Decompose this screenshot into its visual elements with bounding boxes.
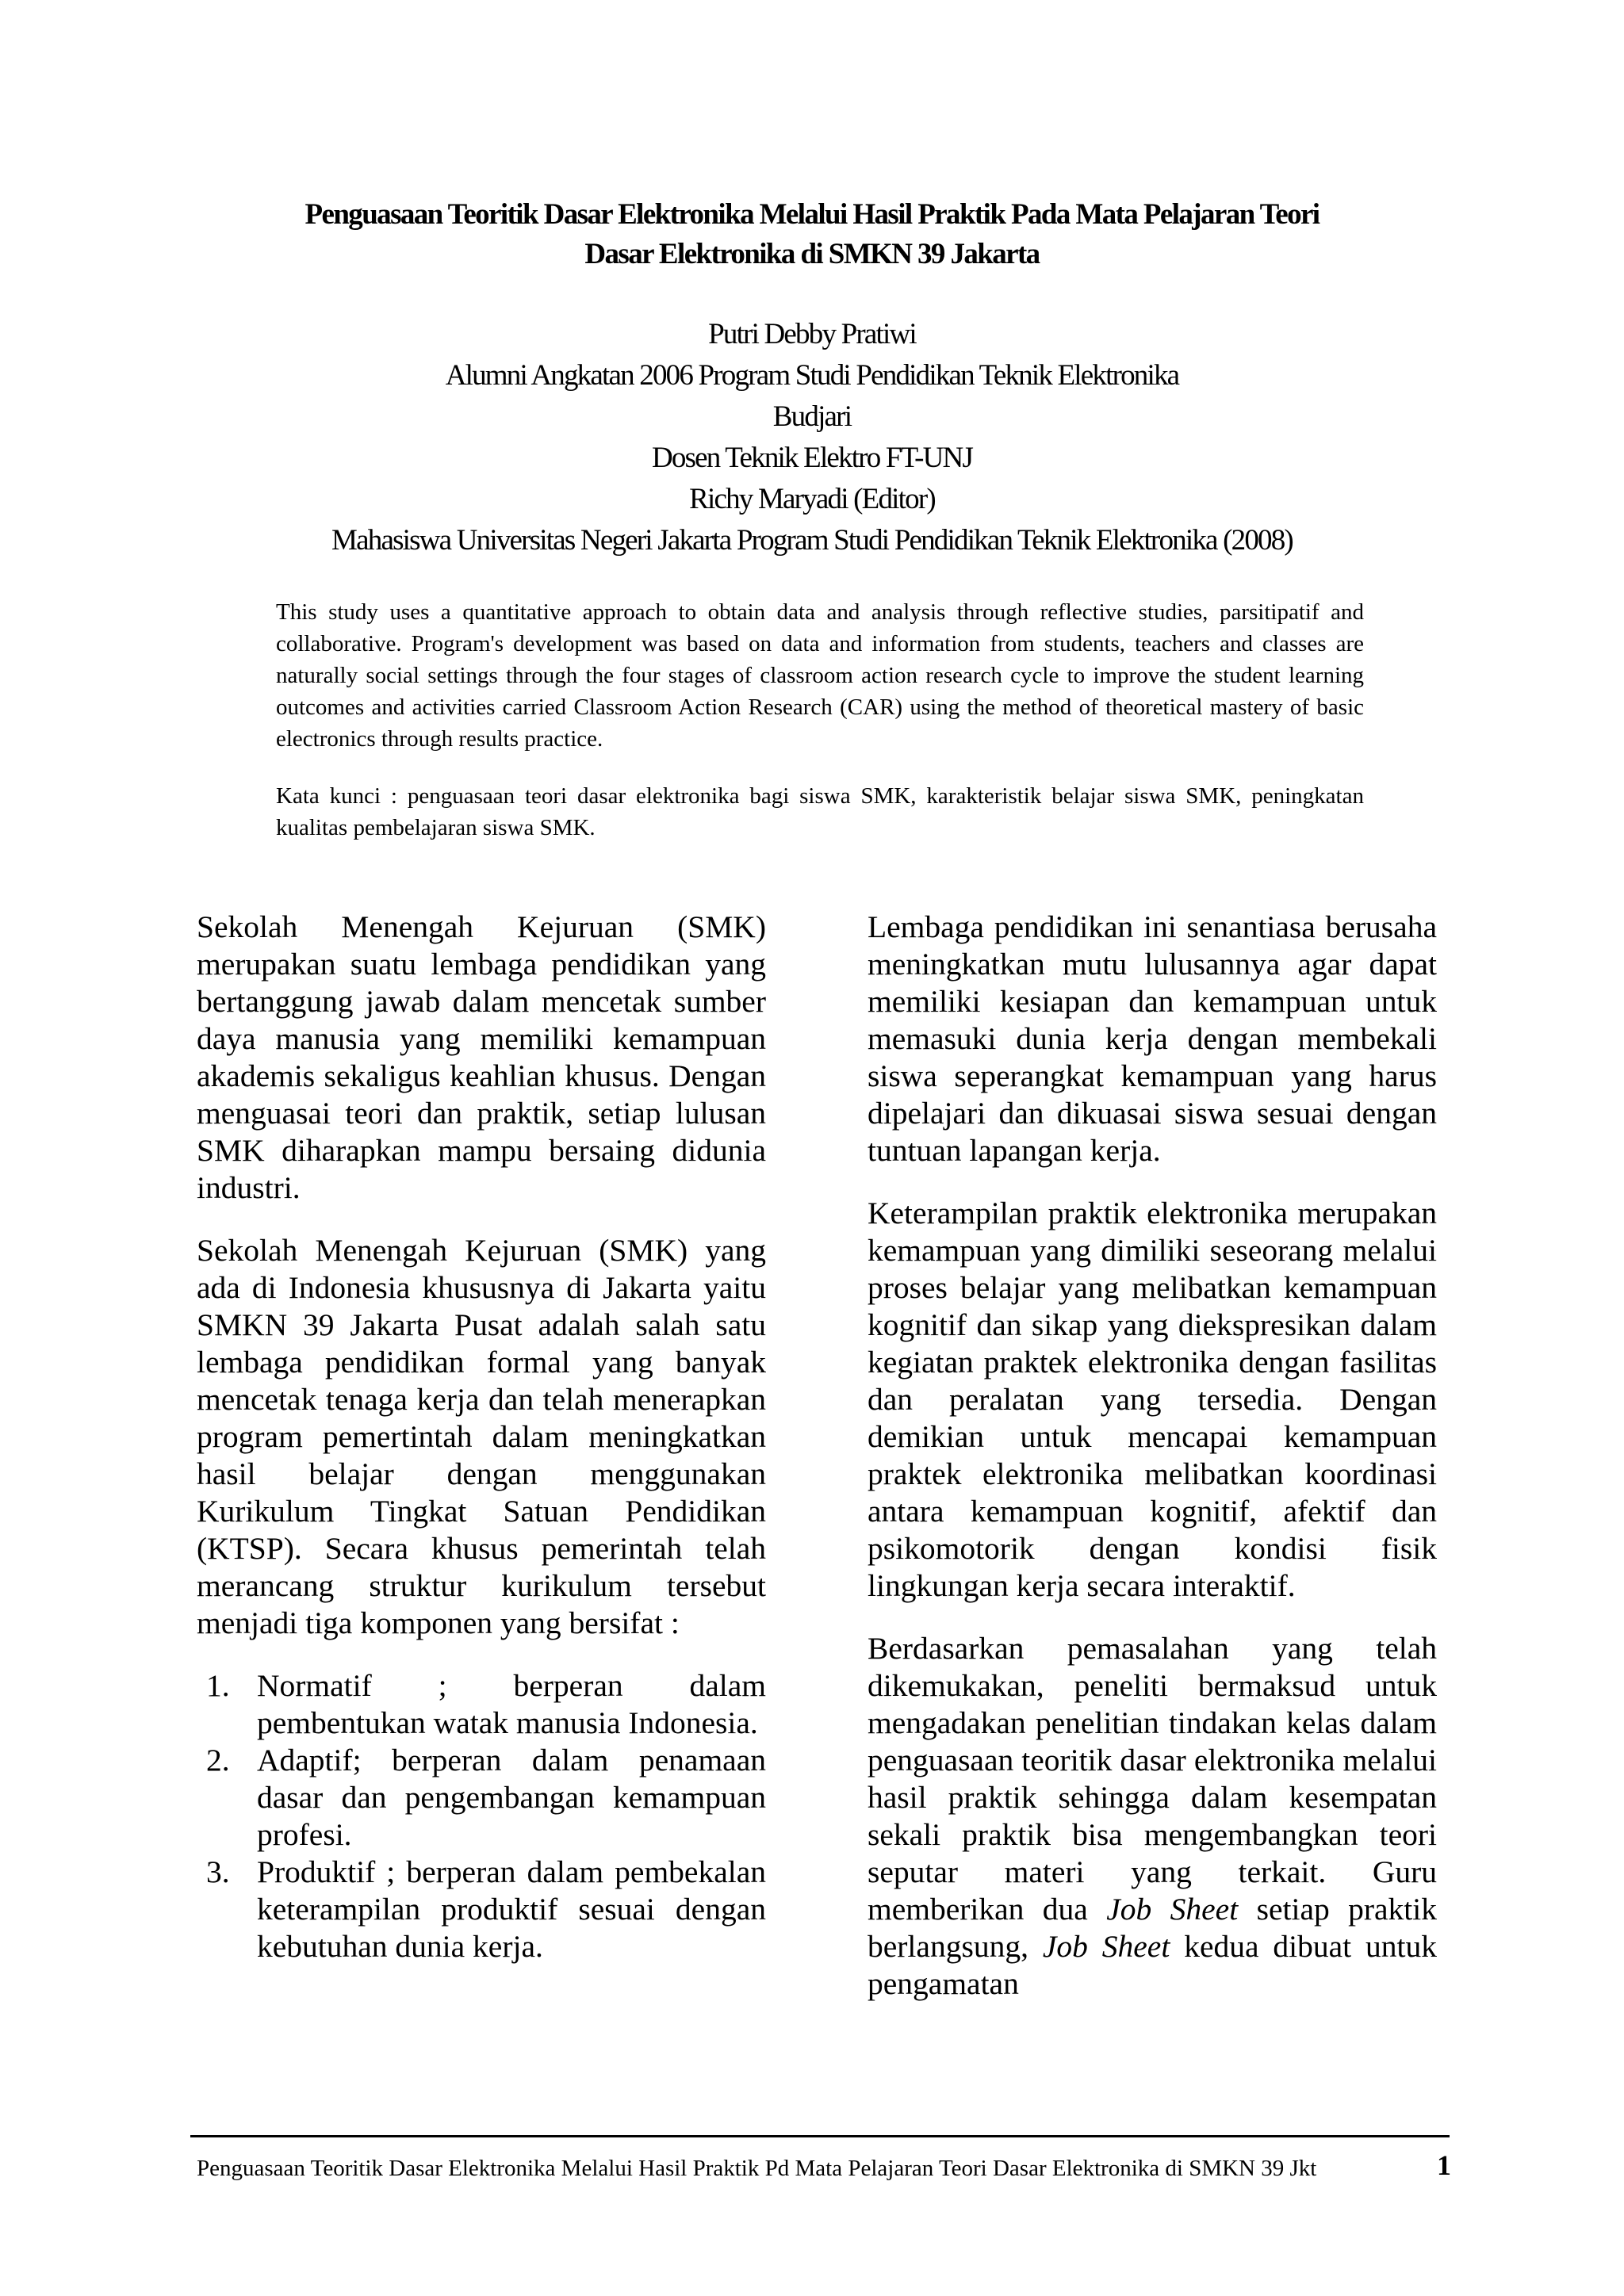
editor-name: Richy Maryadi (Editor) xyxy=(689,483,935,515)
editor-affiliation: Mahasiswa Universitas Negeri Jakarta Program Studi Pendidikan Teknik Elektronika (2008) xyxy=(331,524,1293,557)
list-item-text: Produktif ; berperan dalam pembekalan keterampilan produktif sesuai dengan kebutuhan dunia kerja. xyxy=(257,1854,766,1964)
paragraph-text: setiap praktik berlangsung, xyxy=(868,1892,1437,1964)
page-number: 1 xyxy=(1437,2149,1451,2181)
footer-running-title: Penguasaan Teoritik Dasar Elektronika Melalui Hasil Praktik Pd Mata Pelajaran Teori Dasar Elektronika di SMKN 39 Jkt xyxy=(197,2156,1317,2181)
author-name-1: Putri Debby Pratiwi xyxy=(708,318,916,350)
abstract-text: This study uses a quantitative approach to obtain data and analysis through reflective studies, parsitipatif and collaborative. Program's development was based on data and information from students, teachers and classes are naturally social settings through the four stages of classroom action research cycle to improve the student learning outcomes and activities carried Classroom Action Research (CAR) using the method of theoretical mastery of basic electronics through results practice. xyxy=(276,599,1364,752)
paragraph-text: kedua dibuat untuk pengamatan xyxy=(868,1929,1437,2001)
author-affiliation-1: Alumni Angkatan 2006 Program Studi Pendidikan Teknik Elektronika xyxy=(445,359,1179,392)
author-name-2: Budjari xyxy=(772,400,852,433)
job-sheet-term: Job Sheet xyxy=(1106,1892,1239,1927)
author-block xyxy=(159,314,1465,561)
list-item xyxy=(197,1667,766,1742)
body-right-column xyxy=(868,909,1437,2028)
paragraph: Lembaga pendidikan ini senantiasa berusaha meningkatkan mutu lulusannya agar dapat memiliki kesiapan dan kemampuan untuk memasuki dunia kerja dengan membekali siswa seperangkat kemampuan yang harus dipelajari dan dikuasai siswa sesuai dengan tuntuan lapangan kerja. xyxy=(868,909,1437,1168)
paragraph-text: Berdasarkan pemasalahan yang telah dikemukakan, peneliti bermaksud untuk mengadakan penelitian tindakan kelas dalam penguasaan teoritik dasar elektronika melalui hasil praktik sehingga dalam kesempatan sekali praktik bisa mengembangkan teori seputar materi yang terkait. Guru memberikan dua xyxy=(868,1631,1437,1927)
list-item-text: Normatif ; berperan dalam pembentukan watak manusia Indonesia. xyxy=(257,1668,766,1740)
list-item xyxy=(197,1742,766,1854)
list-item xyxy=(197,1854,766,1965)
paper-title xyxy=(238,195,1386,274)
body-left-column xyxy=(197,909,766,1965)
component-list xyxy=(197,1667,766,1965)
list-item-text: Adaptif; berperan dalam penamaan dasar dan pengembangan kemampuan profesi. xyxy=(257,1743,766,1852)
paragraph: Keterampilan praktik elektronika merupakan kemampuan yang dimiliki seseorang melalui proses belajar yang melibatkan kemampuan kognitif dan sikap yang diekspresikan dalam kegiatan praktek elektronika dengan fasilitas dan peralatan yang tersedia. Dengan demikian untuk mencapai kemampuan praktek elektronika melibatkan koordinasi antara kemampuan kognitif, afektif dan psikomotorik dengan kondisi fisik lingkungan kerja secara interaktif. xyxy=(868,1196,1437,1603)
footer-divider xyxy=(190,2135,1450,2137)
page-footer xyxy=(197,2149,1451,2183)
paper-title-line-1: Penguasaan Teoritik Dasar Elektronika Melalui Hasil Praktik Pada Mata Pelajaran Teori xyxy=(304,198,1320,231)
paragraph: Sekolah Menengah Kejuruan (SMK) yang ada di Indonesia khususnya di Jakarta yaitu SMKN 39 Jakarta Pusat adalah salah satu lembaga pendidikan formal yang banyak mencetak tenaga kerja dan telah menerapkan program pemertintah dalam meningkatkan hasil belajar dengan menggunakan Kurikulum Tingkat Satuan Pendidikan (KTSP). Secara khusus pemerintah telah merancang struktur kurikulum tersebut menjadi tiga komponen yang bersifat : xyxy=(197,1233,766,1640)
job-sheet-term: Job Sheet xyxy=(1042,1929,1170,1964)
keywords: Kata kunci : penguasaan teori dasar elektronika bagi siswa SMK, karakteristik belajar siswa SMK, peningkatan kualitas pembelajaran siswa SMK. xyxy=(276,783,1364,840)
abstract xyxy=(276,596,1364,844)
list-number: 3. xyxy=(206,1854,230,1889)
paragraph xyxy=(868,1630,1437,2003)
list-number: 1. xyxy=(206,1668,230,1703)
paper-title-line-2: Dasar Elektronika di SMKN 39 Jakarta xyxy=(584,238,1040,270)
list-number: 2. xyxy=(206,1743,230,1777)
author-affiliation-2: Dosen Teknik Elektro FT-UNJ xyxy=(651,442,973,474)
paragraph: Sekolah Menengah Kejuruan (SMK) merupakan suatu lembaga pendidikan yang bertanggung jawab dalam mencetak sumber daya manusia yang memiliki kemampuan akademis sekaligus keahlian khusus. Dengan menguasai teori dan praktik, setiap lulusan SMK diharapkan mampu bersaing didunia industri. xyxy=(197,909,766,1205)
